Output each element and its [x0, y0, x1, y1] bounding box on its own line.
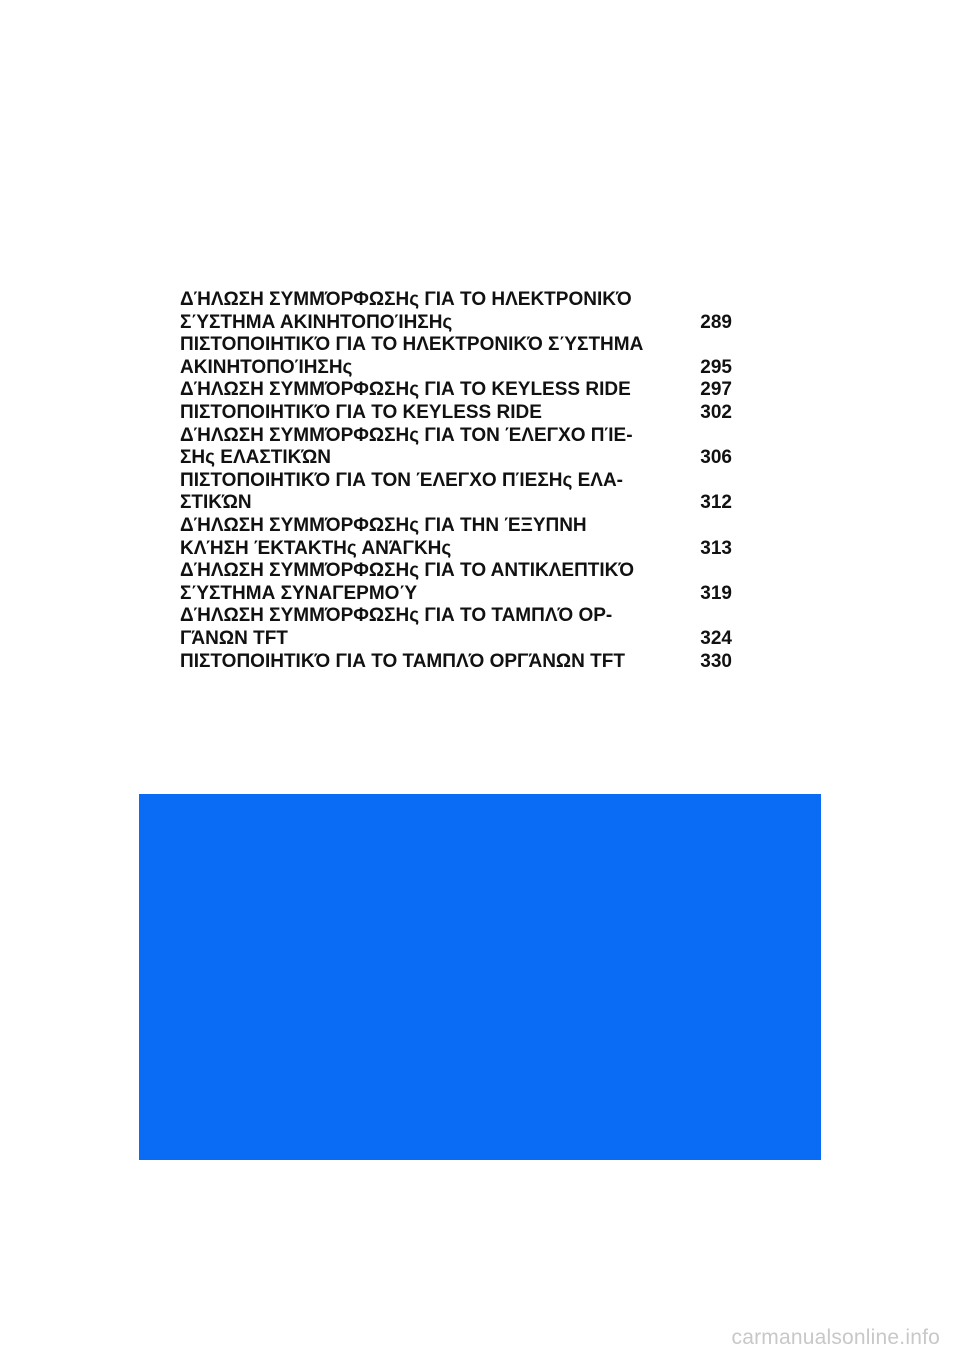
toc-entry-title: ΚΛΉΣΗ ΈΚΤΑΚΤΗς ΑΝΆΓΚΗς [180, 537, 452, 559]
toc-entry-line [180, 651, 732, 674]
toc-entry-title: ΠΙΣΤΟΠΟΙΗΤΙΚΌ ΓΙΑ ΤΟ ΤΑΜΠΛΌ ΟΡΓΆΝΩΝ TFT [180, 650, 625, 672]
toc-entry[interactable] [180, 334, 732, 379]
toc-entry-title: ΔΉΛΩΣΗ ΣΥΜΜΌΡΦΩΣΗς ΓΙΑ ΤΗΝ ΈΞΥΠΝΗ [180, 514, 587, 536]
toc-entry-line [180, 312, 732, 335]
toc-entry-title: ΠΙΣΤΟΠΟΙΗΤΙΚΌ ΓΙΑ ΤΟ ΗΛΕΚΤΡΟΝΙΚΌ ΣΎΣΤΗΜΑ [180, 334, 644, 356]
toc-entry[interactable] [180, 289, 732, 334]
toc-entry-page-number: 306 [700, 447, 732, 469]
toc-entry-line [180, 470, 732, 493]
toc-entry[interactable] [180, 402, 732, 425]
toc-entry[interactable] [180, 470, 732, 515]
toc-entry[interactable] [180, 605, 732, 650]
toc-entry-page-number: 302 [700, 401, 732, 423]
toc-entry-line [180, 402, 732, 425]
toc-entry-page-number: 313 [700, 537, 732, 559]
toc-entry-line [180, 560, 732, 583]
toc-entry-title: ΓΆΝΩΝ TFT [180, 627, 288, 649]
toc-entry[interactable] [180, 379, 732, 402]
watermark-text: carmanualsonline.info [731, 1326, 940, 1349]
toc-entry-line [180, 605, 732, 628]
toc-entry[interactable] [180, 515, 732, 560]
toc-entry-line [180, 538, 732, 561]
toc-entry-title: ΔΉΛΩΣΗ ΣΥΜΜΌΡΦΩΣΗς ΓΙΑ ΤΟ KEYLESS RIDE [180, 379, 631, 401]
toc-entry-title: ΠΙΣΤΟΠΟΙΗΤΙΚΌ ΓΙΑ ΤΟ KEYLESS RIDE [180, 401, 542, 423]
toc-entry-page-number: 319 [700, 582, 732, 604]
toc-entry-line [180, 447, 732, 470]
toc-entry-title: ΔΉΛΩΣΗ ΣΥΜΜΌΡΦΩΣΗς ΓΙΑ ΤΟ ΑΝΤΙΚΛΕΠΤΙΚΌ [180, 560, 635, 582]
toc-entry-title: ΣΎΣΤΗΜΑ ΑΚΙΝΗΤΟΠΟΊΗΣΗς [180, 311, 453, 333]
blue-cover-block [139, 794, 821, 1160]
toc-entry-title: ΔΉΛΩΣΗ ΣΥΜΜΌΡΦΩΣΗς ΓΙΑ ΤΟΝ ΈΛΕΓΧΟ ΠΊΕ- [180, 424, 633, 446]
toc-entry-line [180, 379, 732, 402]
toc-entry-page-number: 295 [700, 356, 732, 378]
toc-entry-title: ΑΚΙΝΗΤΟΠΟΊΗΣΗς [180, 356, 353, 378]
toc-entry-line [180, 425, 732, 448]
toc-entry-page-number: 297 [700, 379, 732, 401]
toc-entry-title: ΣΗς ΕΛΑΣΤΙΚΏΝ [180, 447, 331, 469]
toc-entry-line [180, 334, 732, 357]
toc-entry-title: ΔΉΛΩΣΗ ΣΥΜΜΌΡΦΩΣΗς ΓΙΑ ΤΟ ΗΛΕΚΤΡΟΝΙΚΌ [180, 289, 632, 310]
toc-entry[interactable] [180, 651, 732, 674]
toc-entry-title: ΣΤΙΚΏΝ [180, 492, 252, 514]
toc-entry-line [180, 357, 732, 380]
toc-entry-line [180, 583, 732, 606]
toc-entry-title: ΣΎΣΤΗΜΑ ΣΥΝΑΓΕΡΜΟΎ [180, 582, 418, 604]
table-of-contents [180, 289, 732, 673]
toc-entry-page-number: 289 [700, 311, 732, 333]
toc-entry-page-number: 330 [700, 650, 732, 672]
toc-entry-page-number: 312 [700, 492, 732, 514]
toc-entry-line [180, 515, 732, 538]
toc-entry-title: ΔΉΛΩΣΗ ΣΥΜΜΌΡΦΩΣΗς ΓΙΑ ΤΟ ΤΑΜΠΛΌ ΟΡ- [180, 605, 613, 627]
toc-entry-line [180, 492, 732, 515]
toc-entry[interactable] [180, 425, 732, 470]
toc-entry-title: ΠΙΣΤΟΠΟΙΗΤΙΚΌ ΓΙΑ ΤΟΝ ΈΛΕΓΧΟ ΠΊΕΣΗς ΕΛΑ- [180, 469, 624, 491]
toc-entry-line [180, 289, 732, 312]
toc-entry-page-number: 324 [700, 627, 732, 649]
toc-entry[interactable] [180, 560, 732, 605]
toc-entry-line [180, 628, 732, 651]
